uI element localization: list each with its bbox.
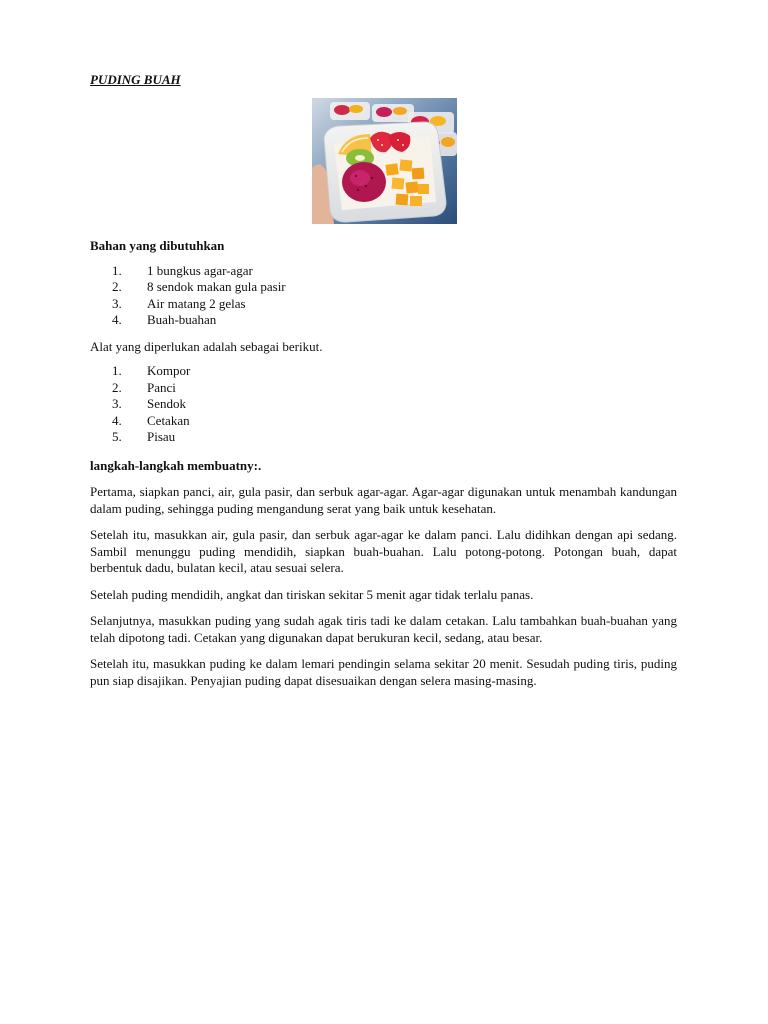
step-paragraph: Selanjutnya, masukkan puding yang sudah agak tiris tadi ke dalam cetakan. Lalu tambahkan buah-buahan yang telah dipotong tadi. Cetakan yang digunakan dapat berukuran kecil, sedang, atau besar. <box>90 613 677 645</box>
list-text: 1 bungkus agar-agar <box>147 262 253 278</box>
step-paragraph: Setelah itu, masukkan puding ke dalam lemari pendingin selama sekitar 20 menit. Sesudah puding tiris, puding pun siap disajikan. Penyajian puding dapat disesuaikan dengan selera masing-masing. <box>90 656 677 688</box>
document-content <box>90 72 677 689</box>
list-text: Sendok <box>147 396 186 411</box>
list-text: Cetakan <box>147 412 190 428</box>
list-text: 8 sendok makan gula pasir <box>147 279 286 294</box>
step-paragraph: Setelah itu, masukkan air, gula pasir, dan serbuk agar-agar ke dalam panci. Lalu didihkan dengan api sedang. Sambil menunggu puding mendidih, siapkan buah-buahan. Lalu potong-potong. Potongan buah, dapat berbentuk dadu, bulatan kecil, atau sesuai selera. <box>90 527 677 575</box>
list-text: Air matang 2 gelas <box>147 295 246 311</box>
list-text: Pisau <box>147 429 176 444</box>
ingredients-heading: Bahan yang dibutuhkan <box>90 238 225 253</box>
list-item <box>90 296 677 313</box>
fruit-pudding-photo <box>312 98 457 224</box>
list-number: 3. <box>112 396 122 411</box>
list-text: Buah-buahan <box>147 312 217 327</box>
list-item <box>90 429 677 446</box>
list-text: Panci <box>147 379 176 395</box>
ingredients-list <box>90 263 677 329</box>
document-title: PUDING BUAH <box>90 72 181 87</box>
tools-intro: Alat yang diperlukan adalah sebagai berikut. <box>90 338 323 354</box>
list-number: 4. <box>112 312 122 327</box>
list-number: 1. <box>112 262 122 278</box>
list-number: 2. <box>112 279 122 294</box>
list-item <box>90 263 677 280</box>
list-item <box>90 279 677 296</box>
list-number: 1. <box>112 363 122 378</box>
list-item <box>90 413 677 430</box>
list-text: Kompor <box>147 363 191 378</box>
list-item <box>90 312 677 329</box>
step-paragraph: Setelah puding mendidih, angkat dan tiriskan sekitar 5 menit agar tidak terlalu panas. <box>90 586 534 602</box>
list-number: 2. <box>112 379 122 395</box>
tools-list <box>90 363 677 446</box>
list-item <box>90 396 677 413</box>
recipe-photo <box>312 98 457 224</box>
list-item <box>90 380 677 397</box>
list-number: 4. <box>112 412 122 428</box>
steps-heading: langkah-langkah membuatny:. <box>90 457 262 473</box>
list-number: 5. <box>112 429 122 444</box>
list-item <box>90 363 677 380</box>
list-number: 3. <box>112 295 122 311</box>
step-paragraph: Pertama, siapkan panci, air, gula pasir, dan serbuk agar-agar. Agar-agar digunakan untuk menambah kandungan dalam puding, sehingga puding mengandung serat yang baik untuk kesehatan. <box>90 484 677 516</box>
